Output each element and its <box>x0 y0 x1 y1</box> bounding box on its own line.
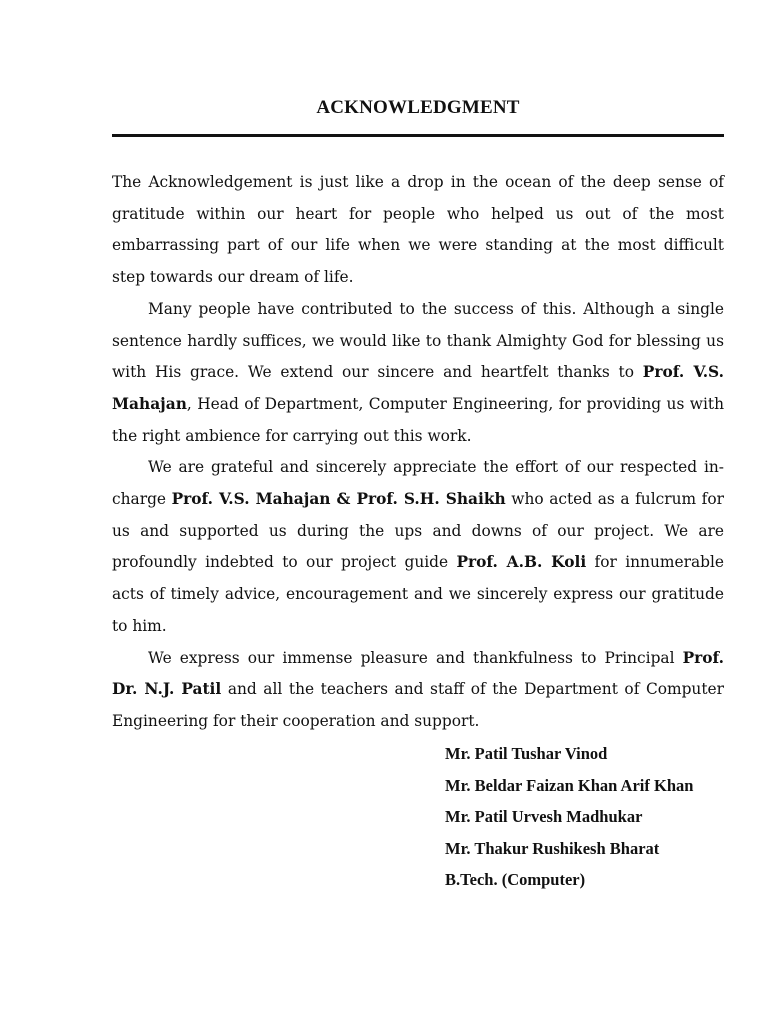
paragraph-1-text: The Acknowledgement is just like a drop in the ocean of the deep sense of gratitude within our heart for people who helped us out of the most embarrassing part of our life when we were standing at the most difficult step towards our dream of life. <box>112 173 724 287</box>
title-divider <box>112 134 724 137</box>
paragraph-4 <box>112 643 724 738</box>
paragraph-4-text-2: and all the teachers and staff of the Department of Computer Engineering for their cooperation and support. <box>112 680 724 730</box>
project-guide-name: Prof. A.B. Koli <box>456 553 587 572</box>
paragraph-3 <box>112 452 724 642</box>
signatory-1: Mr. Patil Tushar Vinod <box>445 744 608 763</box>
signatory-2: Mr. Beldar Faizan Khan Arif Khan <box>445 775 694 795</box>
signatory-4: Mr. Thakur Rushikesh Bharat <box>445 838 660 858</box>
signature-block <box>445 738 745 896</box>
incharge-names: Prof. V.S. Mahajan & Prof. S.H. Shaikh <box>171 490 506 509</box>
paragraph-2-text-2: , Head of Department, Computer Engineering, for providing us with the right ambience for carrying out this work. <box>112 394 724 445</box>
signatory-3: Mr. Patil Urvesh Madhukar <box>445 807 643 826</box>
page-title: ACKNOWLEDGMENT <box>316 97 520 118</box>
paragraph-4-text-1: We express our immense pleasure and thankfulness to Principal <box>148 648 683 667</box>
acknowledgment-body <box>112 167 724 738</box>
hod-name: Prof. V.S. Mahajan <box>112 363 724 413</box>
paragraph-3-text-3: for innumerable acts of timely advice, encouragement and we sincerely express our gratitude to him. <box>112 553 725 635</box>
paragraph-3-text-1: We are grateful and sincerely appreciate the effort of our respected in-charge <box>112 458 724 509</box>
paragraph-3-text-2: who acted as a fulcrum for us and supported us during the ups and downs of our project. We are profoundly indebted to our project guide <box>112 490 724 572</box>
paragraph-2 <box>112 294 724 453</box>
paragraph-1 <box>112 167 724 294</box>
paragraph-2-text-1: Many people have contributed to the success of this. Although a single sentence hardly suffices, we would like to thank Almighty God for blessing us with His grace. We extend our sincere and heartfelt thanks to <box>112 299 724 382</box>
principal-name: Prof. Dr. N.J. Patil <box>112 648 724 699</box>
degree-line: B.Tech. (Computer) <box>445 870 586 889</box>
